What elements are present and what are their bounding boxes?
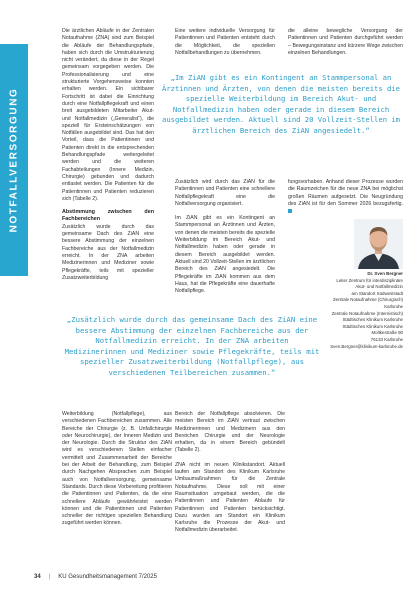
author-name: Dr. Sven Bergner: [367, 271, 403, 276]
column-bottom-mid: [175, 411, 285, 535]
caption-line: Akut- und Notfallmedizin: [355, 284, 403, 290]
paragraph: Im ZiAN gibt es ein Kontingent an Stammpersonal an Ärztinnen und Ärzten, von denen die meisten bereits die spezielle Weiterbildung im Bereich Akut- und Notfallmedizin haben oder gerade in diesem Bereich ausgebildet werden. Aktuell sind 20 Vollzeit-Stellen im ärztlichen Bereich des ZiAN angesiedelt. Die Pflegekräfte im ZiAN kommen aus dem Haus, hat die Pflegekräfte eine dauerhafte Notfallpflege.: [175, 215, 275, 295]
paragraph: Zusätzlich wurde durch das gemeinsame Dach des ZiAN eine bessere Abstimmung der einzelnen Fachbereiche aus der Notfallmedizin erreicht. In der ZNA arbeiten Medizinerinnen und Mediziner sowie Pflegekräfte, teils mit spezieller Zusatzweiterbildung: [62, 223, 154, 281]
caption-line: Städtisches Klinikum Karlsruhe: [342, 317, 403, 323]
page-footer: [34, 574, 157, 580]
column-mid-top: [175, 28, 275, 57]
column-right-lower: [288, 179, 403, 215]
caption-line: 76133 Karlsruhe: [370, 336, 403, 342]
pull-quote-top: „Im ZiAN gibt es ein Kontingent an Stammpersonal an Ärztinnen und Ärzten, von denen die meisten bereits die spezielle Weiterbildung im Bereich Akut- und Notfallmedizin haben oder gerade in diesem Bereich ausgebildet werden. Aktuell sind 20 Vollzeit-Stellen im ärztlichen Bereich des ZiAN angesiedelt.“: [162, 73, 400, 135]
caption-line: Zentrale Notaufnahme (Chirurgisch): [332, 297, 403, 303]
caption-line: Moltkestraße 90: [371, 330, 403, 336]
column-left-top: [62, 28, 154, 282]
caption-line: Leiter Zentrum für interdisziplinäre: [336, 277, 403, 283]
end-of-article-marker: [288, 209, 292, 213]
caption-line: Städtisches Klinikum Karlsruhe: [342, 323, 403, 329]
author-photo: [354, 219, 403, 269]
paragraph: Bereich der Notfallpflege absolvieren. Die meisten Bereich im ZiAN vertraut zwischen Medizinerinnen und Medizinern aus den Bereichen Chirurgie und der Neurologie erhalten, da in einem Bereich gebündelt (Tabelle 2).: [175, 411, 285, 454]
pull-quote-bottom: „Zusätzlich wurde durch das gemeinsame Dach des ZiAN eine bessere Abstimmung der einzelnen Fachbereiche aus der Notfallmedizin erreicht. In der ZNA arbeiten Medizinerinnen und Mediziner sowie Pflegekräfte, teils mit spezieller Zusatzweiterbildung (Notfallpflege), aus verschiedenen Teilbereichen zusammen.“: [64, 315, 320, 377]
paragraph: Die ärztlichen Abläufe in der Zentralen Notaufnahme (ZNA) sind zum Beispiel die Abläufe der Behandlungspfade, haben sich durch die Umstrukturierung nicht verändert, da diese in der Regel gemeinsam vorgegeben werden. Die Professionalisierung und eine strukturierte Vorgehensweise konnten erhalten werden. Ein sichtbarer Fortschritt ist dabei die Einrichtung durch eine Notfallpflegekraft und einen breit ausgebildeten Mitarbeiter Akut- und Notfallmedizin („Generalist“), die speziell für Ersteinschätzungen von Notfällen ausgebildet sind. Das hat den Vorteil, dass die Patientinnen und Patienten direkt in die entsprechenden Behandlungspfade weitergeleitet werden und die weiteren Fachabteilungen (Innere Medizin, Chirurgie) gebunden und dadurch entlastet werden. Die Patienten für die Patientinnen und Patienten reduzieren sich (Tabelle 2).: [62, 28, 154, 202]
paragraph: [288, 179, 403, 215]
paragraph: Eine weitere individuelle Versorgung für Patientinnen und Patienten entsteht durch die Möglichkeit, die speziellen Notfallbehandlungen zu übernehmen.: [175, 28, 275, 56]
paragraph: Weiterbildung (Notfallpflege), aus verschiedenen Fachbereichen zusammen. Alle Bereiche der Chirurgie (z. B. Unfallchirurgie oder Neurochirurgie), der Inneren Medizin und der Neurologie. Durch die Struktur des ZiAN wird es verschiedenen Stellen einfacher vermittelt und Zusammenarbeit der Bereiche bei der Arbeit der Behandlung, zum Beispiel durch Nachgehen Absprachen zum Beispiel auch von Notfallversorgung, gemeinsame Standards. Durch diese Vorbereitung profitieren die Patientinnen und Patienten, da die eine schnellere Abläufe gewährleistet werden können und die Patientinnen und Patienten schneller der richtigen speziellen Behandlung zugeführt werden können.: [62, 411, 172, 527]
column-bottom-left: [62, 411, 172, 528]
footer-separator: |: [48, 574, 51, 580]
section-heading: Abstimmung zwischen den Fachbereichen: [62, 209, 154, 223]
paragraph: die alleine bewegliche Versorgung der Patientinnen und Patienten durchgeführt werden – Bewegungsinstanz und kürzere Wege zwischen einzelnen Behandlungen.: [288, 28, 403, 56]
caption-line: am Standort Südweststadt: [351, 290, 403, 296]
portrait-illustration: [354, 219, 403, 269]
section-label: NOTFALLVERSORGUNG: [8, 87, 20, 233]
author-caption: [318, 271, 403, 350]
paragraph: ZNA nicht im neuen Klinikstandort. Aktuell laufen am Standort des Klinikum Karlsruhe Umbaumaßnahmen für die Zentrale Notaufnahme. Diese soll mit einer Raumsituation umgebaut werden, die die Patientinnen und Patienten Ablaufe für Patientinnen und Patienten berücksichtigt. Dazu wurden am Standort ein Klinikum Karlsruhe die Prozesse der Akut- und Notfallmedizin überarbeitet.: [175, 461, 285, 534]
author-email[interactable]: Sven.Bergner@klinikum-karlsruhe.de: [330, 343, 403, 349]
paragraph: Zusätzlich wird durch das ZiAN für die Patientinnen und Patienten eine schnellere Notfallpflegekraft eine die Notfallversorgung organisiert.: [175, 179, 275, 207]
caption-line: Karlsruhe: [384, 303, 403, 309]
column-mid-lower: [175, 179, 275, 295]
paragraph-text: fungsvorhaben. Anhand dieser Prozesse wurden die Raumzeichen für die neue ZNA bei möglichst großen Räumen aufgesetzt. Die Neugründung des ZiAN ist für den Sommer 2026 bezugsfertig.: [288, 179, 403, 207]
journal-name: KU Gesundheitsmanagement 7/2025: [58, 574, 157, 580]
page-number: 34: [34, 574, 41, 580]
column-right-top: [288, 28, 403, 57]
caption-line: Zentrale Notaufnahme (Internistisch): [331, 310, 403, 316]
